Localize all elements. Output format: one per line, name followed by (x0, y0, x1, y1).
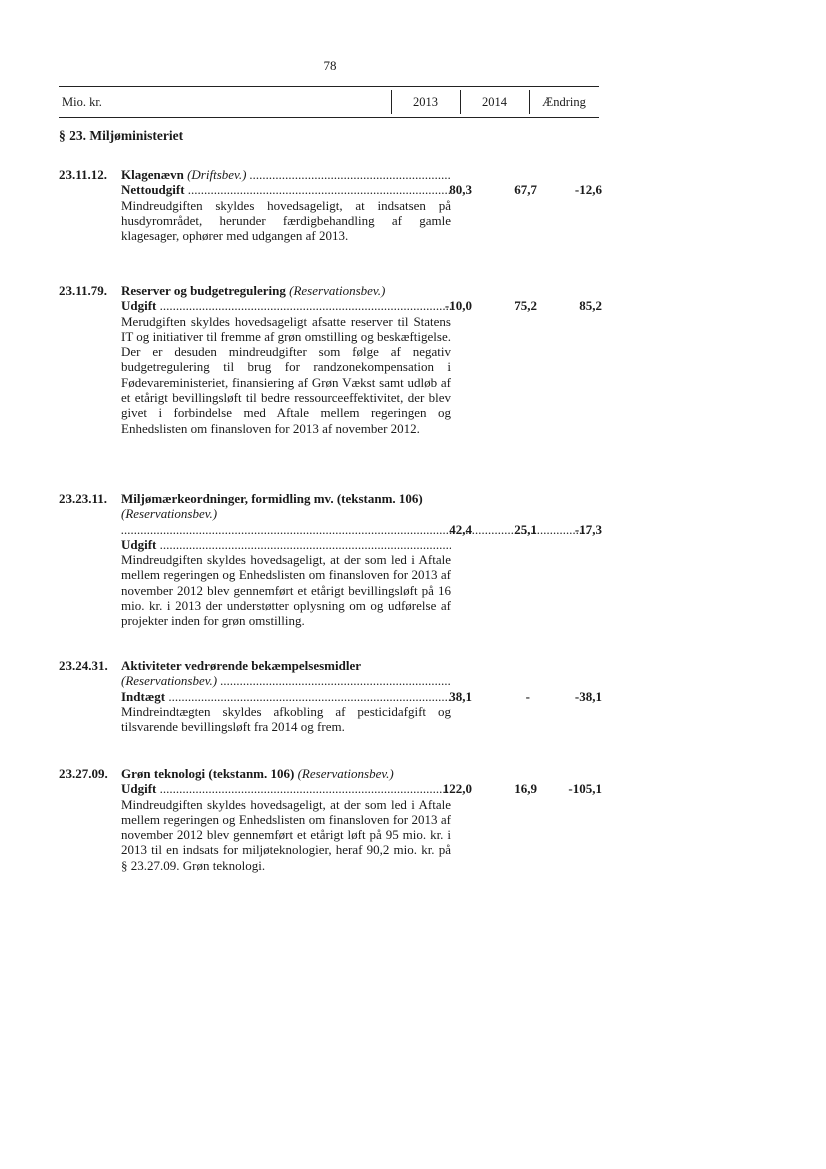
entry-label: Nettoudgift ..... (121, 182, 451, 197)
col-2014-header: 2014 (482, 95, 507, 109)
section-title: § 23. Miljøministeriet (59, 128, 184, 143)
entry-code: 23.27.09. (59, 766, 108, 781)
entry-code: 23.11.12. (59, 167, 108, 182)
value-2014: 25,1 (514, 522, 537, 537)
value-2014: - (525, 689, 530, 704)
entry-description: Mindreindtægten skyldes afkobling af pesticidafgift og tilsvarende bevillingsløft fra 2014 og frem. (121, 703, 451, 735)
entry-type: (Reservationsbev.) ..... (121, 506, 589, 536)
entry-type: (Reservationsbev.) ..... (121, 673, 451, 688)
value-2014: 67,7 (514, 182, 537, 197)
value-2014: 16,9 (514, 781, 537, 796)
value-change: -105,1 (568, 781, 602, 796)
entry-type: (Driftsbev.) ..... (187, 167, 451, 182)
value-2013: 42,4 (449, 522, 472, 537)
value-change: 85,2 (579, 298, 602, 313)
entry-label: Udgift ..... (121, 537, 451, 552)
entry-description: Mindreudgiften skyldes hovedsageligt, at indsatsen på husdyrområdet, herunder færdigbehandling af gamle klagesager, ophører med udgangen af 2013. (121, 197, 451, 244)
page-number: 78 (323, 58, 337, 73)
value-change: -17,3 (574, 522, 602, 537)
entry-title: Grøn teknologi (tekstanm. 106) (121, 766, 295, 781)
entry-label: Indtægt ..... (121, 689, 451, 704)
value-change: -38,1 (574, 689, 602, 704)
col-change-header: Ændring (542, 95, 586, 109)
entry-label: Udgift ..... (121, 781, 451, 796)
value-change: -12,6 (574, 182, 602, 197)
entry-code: 23.24.31. (59, 658, 108, 673)
entry-title: Reserver og budgetregulering (121, 283, 286, 298)
table-header (59, 86, 599, 118)
entry-code: 23.23.11. (59, 491, 108, 506)
entry-title: Klagenævn (121, 167, 184, 182)
unit-header: Mio. kr. (62, 95, 102, 109)
value-2013: 80,3 (449, 182, 472, 197)
entry-description: Merudgiften skyldes hovedsageligt afsatte reserver til Statens IT og initiativer til fremme af grøn omstilling og beskæftigelse. Der er desuden mindreudgifter som følge af negativ budgetregulering til brug for randzonekompensation i Fødevareministeriet, finansiering af Grøn Vækst samt udløb af et etårigt bevillingsløft til bedre ressourceeffektivitet, der blev givet i forbindelse med Aftale mellem regeringen og Enhedslisten om finansloven for 2013 af november 2012. (121, 313, 451, 436)
entry-title: Miljømærkeordninger, formidling mv. (tekstanm. 106) (121, 491, 423, 506)
col-2013-header: 2013 (413, 95, 438, 109)
value-2013: -10,0 (444, 298, 472, 313)
entry-description: Mindreudgiften skyldes hovedsageligt, at der som led i Aftale mellem regeringen og Enhedslisten om finansloven for 2013 af november 2012 blev gennemført et etårigt bevillingsløft på 16 mio. kr. i 2013 der understøtter oplysning om og udførelse af projekter inden for grøn omstilling. (121, 552, 451, 629)
entry-description: Mindreudgiften skyldes hovedsageligt, at der som led i Aftale mellem regeringen og Enhedslisten om finansloven for 2013 af november 2012 blev gennemført et etårigt løft på 95 mio. kr. i 2013 til en indsats for miljøteknologier, heraf 90,2 mio. kr. på § 23.27.09. Grøn teknologi. (121, 796, 451, 873)
value-2013: 38,1 (449, 689, 472, 704)
entry-label: Udgift ..... (121, 298, 451, 313)
entry-type: (Reservationsbev.) (289, 283, 386, 298)
entry-type: (Reservationsbev.) (297, 766, 394, 781)
value-2013: 122,0 (442, 781, 472, 796)
value-2014: 75,2 (514, 298, 537, 313)
entry-code: 23.11.79. (59, 283, 108, 298)
entry-title: Aktiviteter vedrørende bekæmpelsesmidler (121, 658, 361, 673)
